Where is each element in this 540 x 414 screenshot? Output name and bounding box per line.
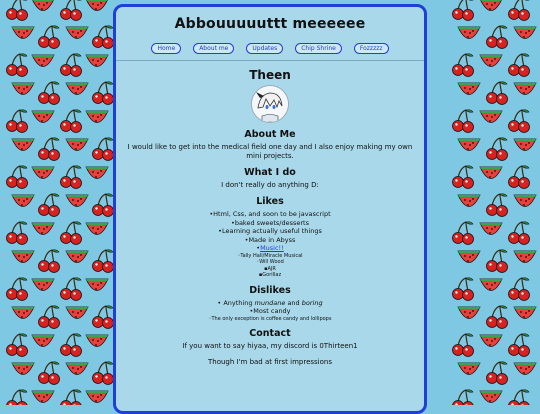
site-title: Abbouuuuuttt meeeeee (174, 16, 366, 32)
cherry-icon (58, 52, 84, 82)
watermelon-icon (30, 220, 56, 246)
cherry-icon (4, 332, 30, 362)
watermelon-icon (64, 360, 90, 386)
cherry-icon (506, 276, 532, 306)
watermelon-icon (64, 136, 90, 162)
cherry-icon (484, 248, 510, 278)
watermelon-icon (478, 220, 504, 246)
dislike-prefix: Anything (223, 298, 253, 307)
watermelon-icon (512, 192, 538, 218)
watermelon-icon (64, 304, 90, 330)
dislikes-heading: Dislikes (249, 284, 291, 296)
likes-list (116, 210, 424, 279)
watermelon-icon (84, 332, 110, 358)
cherry-icon (58, 276, 84, 306)
dislike-and: and (287, 298, 300, 307)
cherry-icon (450, 276, 476, 306)
watermelon-icon (512, 248, 538, 274)
cherry-icon (506, 220, 532, 250)
watermelon-icon (84, 108, 110, 134)
watermelon-icon (10, 136, 36, 162)
cherry-icon (484, 24, 510, 54)
watermelon-icon (478, 276, 504, 302)
cherry-icon (58, 164, 84, 194)
watermelon-icon (10, 248, 36, 274)
cherry-icon (36, 304, 62, 334)
list-item: • baked sweets/desserts (116, 219, 424, 228)
contact-text: If you want to say hiyaa, my discord is 0Thirteen1 (182, 342, 358, 350)
list-item: • Most candy (116, 307, 424, 316)
cherry-icon (484, 80, 510, 110)
watermelon-icon (512, 136, 538, 162)
watermelon-icon (30, 388, 56, 405)
cherry-icon (506, 108, 532, 138)
list-item: ◦ The only exception is coffee candy and lollipops (116, 316, 424, 323)
page-title: Theen (249, 68, 291, 82)
list-item: • Html, Css, and soon to be javascript (116, 210, 424, 219)
watermelon-icon (10, 360, 36, 386)
cherry-icon (484, 136, 510, 166)
watermelon-icon (478, 332, 504, 358)
cherry-icon (58, 388, 84, 405)
nav-chip-shrine-link[interactable]: Chip Shrine (295, 43, 342, 54)
cherry-icon (36, 248, 62, 278)
nav-about-link[interactable]: About me (193, 43, 234, 54)
cherry-icon (4, 164, 30, 194)
dislikes-list (116, 299, 424, 323)
cherry-icon (450, 108, 476, 138)
cherry-icon (506, 388, 532, 405)
watermelon-icon (30, 0, 56, 22)
nav-fozzzzz-link[interactable]: Fozzzzz (354, 43, 389, 54)
watermelon-icon (456, 304, 482, 330)
cherry-icon (4, 388, 30, 405)
watermelon-icon (456, 80, 482, 106)
watermelon-icon (30, 52, 56, 78)
list-item: • Made in Abyss (116, 236, 424, 245)
nav-home-link[interactable]: Home (151, 43, 181, 54)
cherry-icon (450, 164, 476, 194)
list-item: ▪ AJR (116, 266, 424, 273)
cherry-icon (450, 220, 476, 250)
cherry-icon (484, 192, 510, 222)
cherry-icon (58, 108, 84, 138)
cherry-icon (36, 192, 62, 222)
nav-updates-link[interactable]: Updates (246, 43, 283, 54)
list-item: ▪ Gorillaz (116, 272, 424, 279)
cherry-icon (450, 0, 476, 26)
watermelon-icon (64, 192, 90, 218)
watermelon-icon (478, 0, 504, 22)
music-link[interactable]: Music!! (260, 244, 284, 252)
cherry-icon (484, 304, 510, 334)
dislike-word: boring (301, 298, 323, 307)
watermelon-icon (84, 0, 110, 22)
watermelon-icon (84, 164, 110, 190)
watermelon-icon (456, 192, 482, 218)
watermelon-icon (512, 24, 538, 50)
watermelon-icon (478, 108, 504, 134)
watermelon-icon (512, 304, 538, 330)
cherry-icon (506, 332, 532, 362)
cherry-icon (36, 24, 62, 54)
avatar (251, 85, 289, 123)
watermelon-icon (30, 164, 56, 190)
dislike-word: mundane (254, 298, 286, 307)
watermelon-icon (64, 80, 90, 106)
cherry-icon (36, 136, 62, 166)
watermelon-icon (84, 388, 110, 405)
cherry-icon (450, 332, 476, 362)
about-heading: About Me (244, 129, 296, 140)
watermelon-icon (84, 52, 110, 78)
music-list-item (116, 244, 424, 253)
likes-heading: Likes (256, 196, 284, 207)
watermelon-icon (84, 220, 110, 246)
watermelon-icon (30, 276, 56, 302)
list-item: ◦ Tally Hall/Miracle Musical (116, 253, 424, 260)
cherry-icon (36, 80, 62, 110)
watermelon-icon (10, 80, 36, 106)
watermelon-icon (10, 192, 36, 218)
cherry-icon (506, 0, 532, 26)
cherry-icon (4, 220, 30, 250)
cherry-icon (4, 0, 30, 26)
cherry-icon (58, 0, 84, 26)
divider (116, 60, 424, 61)
cherry-icon (506, 52, 532, 82)
cherry-icon (4, 276, 30, 306)
watermelon-icon (478, 52, 504, 78)
watermelon-icon (478, 388, 504, 405)
watermelon-icon (512, 80, 538, 106)
watermelon-icon (478, 164, 504, 190)
about-text: I would like to get into the medical field one day and I also enjoy making my own mini projects. (127, 143, 413, 160)
main-card (113, 4, 427, 414)
watermelon-icon (64, 24, 90, 50)
watermelon-icon (456, 136, 482, 162)
cherry-icon (484, 360, 510, 390)
cherry-icon (58, 220, 84, 250)
whatido-text: I don't really do anything D: (221, 181, 319, 189)
cherry-icon (4, 52, 30, 82)
whatido-heading: What I do (244, 167, 296, 178)
cherry-icon (58, 332, 84, 362)
watermelon-icon (10, 24, 36, 50)
nav-bar (116, 43, 424, 54)
watermelon-icon (64, 248, 90, 274)
contact-heading: Contact (249, 328, 291, 339)
contact-note: Though I'm bad at first impressions (208, 358, 332, 366)
watermelon-icon (10, 304, 36, 330)
list-item: • Learning actually useful things (116, 227, 424, 236)
watermelon-icon (456, 248, 482, 274)
watermelon-icon (456, 24, 482, 50)
list-item: ◦ Will Wood (116, 259, 424, 266)
cherry-icon (450, 52, 476, 82)
watermelon-icon (30, 108, 56, 134)
watermelon-icon (30, 332, 56, 358)
cherry-icon (4, 108, 30, 138)
cherry-icon (506, 164, 532, 194)
watermelon-icon (84, 276, 110, 302)
list-item (116, 299, 424, 308)
watermelon-icon (512, 360, 538, 386)
cherry-icon (36, 360, 62, 390)
watermelon-icon (456, 360, 482, 386)
cherry-icon (450, 388, 476, 405)
